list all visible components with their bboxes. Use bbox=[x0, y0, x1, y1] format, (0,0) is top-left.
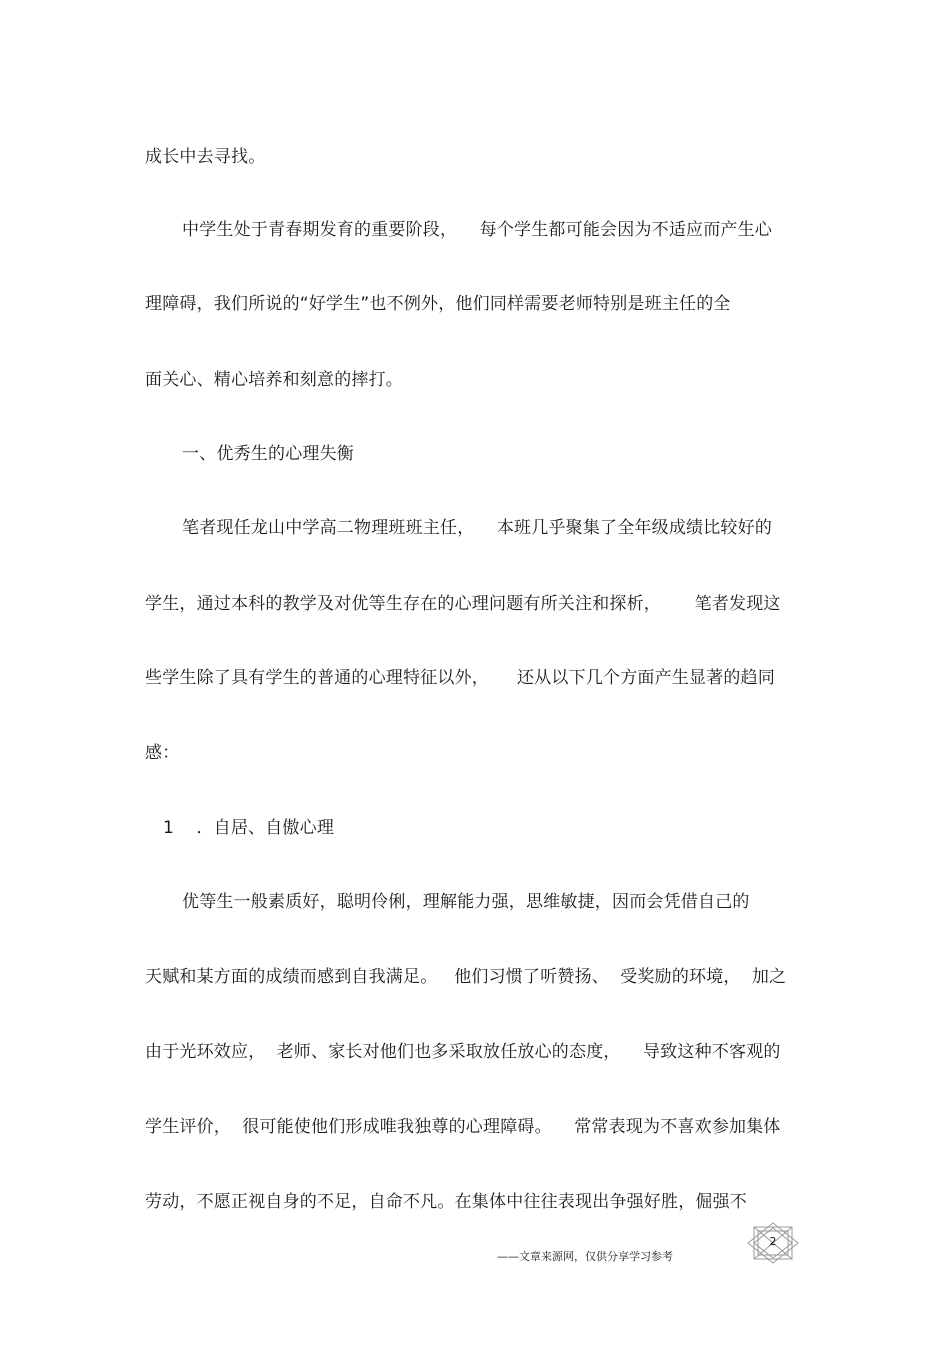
text-line: 中学生处于青春期发育的重要阶段， 每个学生都可能会因为不适应而产生心 bbox=[182, 220, 773, 240]
text-line: 理障碍，我们所说的“好学生”也不例外，他们同样需要老师特别是班主任的全 bbox=[145, 294, 731, 314]
text-line: 些学生除了具有学生的普通的心理特征以外， 还从以下几个方面产生显著的趋同 bbox=[145, 668, 776, 688]
text-line: 学生，通过本科的教学及对优等生存在的心理问题有所关注和探析， 笔者发现这 bbox=[145, 594, 781, 614]
footer-source-note: ——文章来源网，仅供分享学习参考 bbox=[497, 1250, 673, 1263]
text-line: 感： bbox=[145, 743, 180, 763]
text-line: 由于光环效应， 老师、家长对他们也多采取放任放心的态度， 导致这种不客观的 bbox=[145, 1042, 781, 1062]
text-line: 面关心、精心培养和刻意的摔打。 bbox=[145, 370, 403, 390]
subsection-heading: 1 ．自居、自傲心理 bbox=[163, 818, 335, 838]
text-line: 劳动，不愿正视自身的不足，自命不凡。在集体中往往表现出争强好胜，倔强不 bbox=[145, 1192, 747, 1212]
text-line: 学生评价， 很可能使他们形成唯我独尊的心理障碍。 常常表现为不喜欢参加集体 bbox=[145, 1117, 781, 1137]
text-line: 优等生一般素质好，聪明伶俐，理解能力强，思维敏捷，因而会凭借自己的 bbox=[182, 892, 750, 912]
text-line: 天赋和某方面的成绩而感到自我满足。 他们习惯了听赞扬、 受奖励的环境， 加之 bbox=[145, 967, 787, 987]
text-line: 笔者现任龙山中学高二物理班班主任， 本班几乎聚集了全年级成绩比较好的 bbox=[182, 518, 773, 538]
page-number-badge bbox=[745, 1222, 801, 1264]
text-line: 成长中去寻找。 bbox=[145, 147, 266, 167]
page-number: 2 bbox=[769, 1235, 777, 1248]
section-heading: 一、优秀生的心理失衡 bbox=[182, 444, 354, 464]
